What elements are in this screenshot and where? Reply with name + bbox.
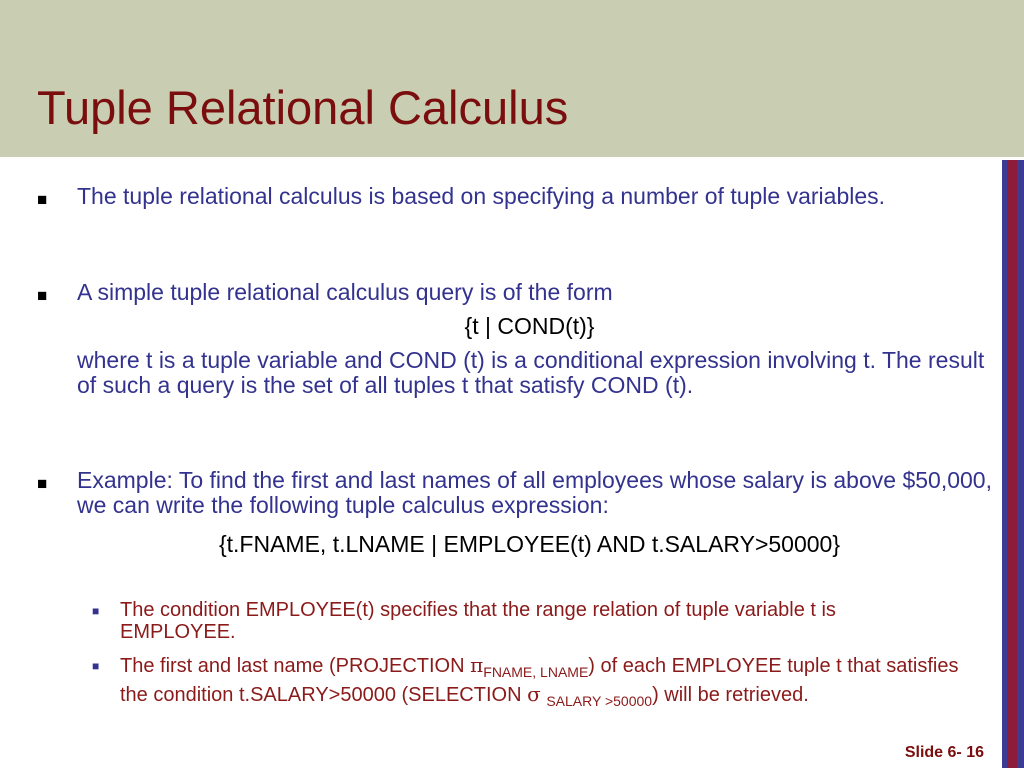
right-edge-stripe-red [1007, 160, 1017, 768]
title-bar [0, 0, 1024, 160]
bullet-text: Example: To find the first and last names of all employees whose salary is above $50,000, we can write the following tuple calculus expression: [77, 467, 992, 518]
bullet-marker: ■ [37, 190, 48, 209]
sigma-symbol: σ [527, 682, 541, 706]
sub-bullet-text-part: The first and last name (PROJECTION [120, 655, 471, 677]
bullet-text: The tuple relational calculus is based on specifying a number of tuple variables. [77, 183, 886, 209]
bullet-marker: ■ [37, 286, 48, 305]
sub-bullet-text-part: ) of each EMPLOYEE tuple t that satisfies the condition t.SALARY>50000 (SELECTION [120, 655, 959, 706]
right-edge-stripe-blue-outer [1017, 160, 1024, 768]
slide-title: Tuple Relational Calculus [37, 81, 569, 134]
pi-symbol: π [470, 653, 484, 677]
sub-bullet-marker: ■ [92, 604, 100, 618]
sub-bullet-marker: ■ [92, 659, 100, 673]
sub-bullet-text: The condition EMPLOYEE(t) specifies that the range relation of tuple variable t is EMPLOYEE. [120, 599, 836, 643]
pi-subscript: FNAME, LNAME [483, 664, 589, 680]
query-form-formula: {t | COND(t)} [464, 313, 595, 339]
bullet-text: A simple tuple relational calculus query is of the form [77, 279, 613, 305]
slide-number: Slide 6- 16 [904, 744, 984, 761]
example-formula: {t.FNAME, t.LNAME | EMPLOYEE(t) AND t.SALARY>50000} [218, 531, 841, 557]
bullet-continuation: where t is a tuple variable and COND (t) is a conditional expression involving t. The result of such a query is the set of all tuples t that satisfy COND (t). [77, 347, 985, 398]
sub-bullet-text [120, 654, 965, 712]
sub-bullet-text-part: ) will be retrieved. [652, 684, 809, 706]
bullet-marker: ■ [37, 474, 48, 493]
sigma-subscript: SALARY >50000 [546, 693, 653, 709]
